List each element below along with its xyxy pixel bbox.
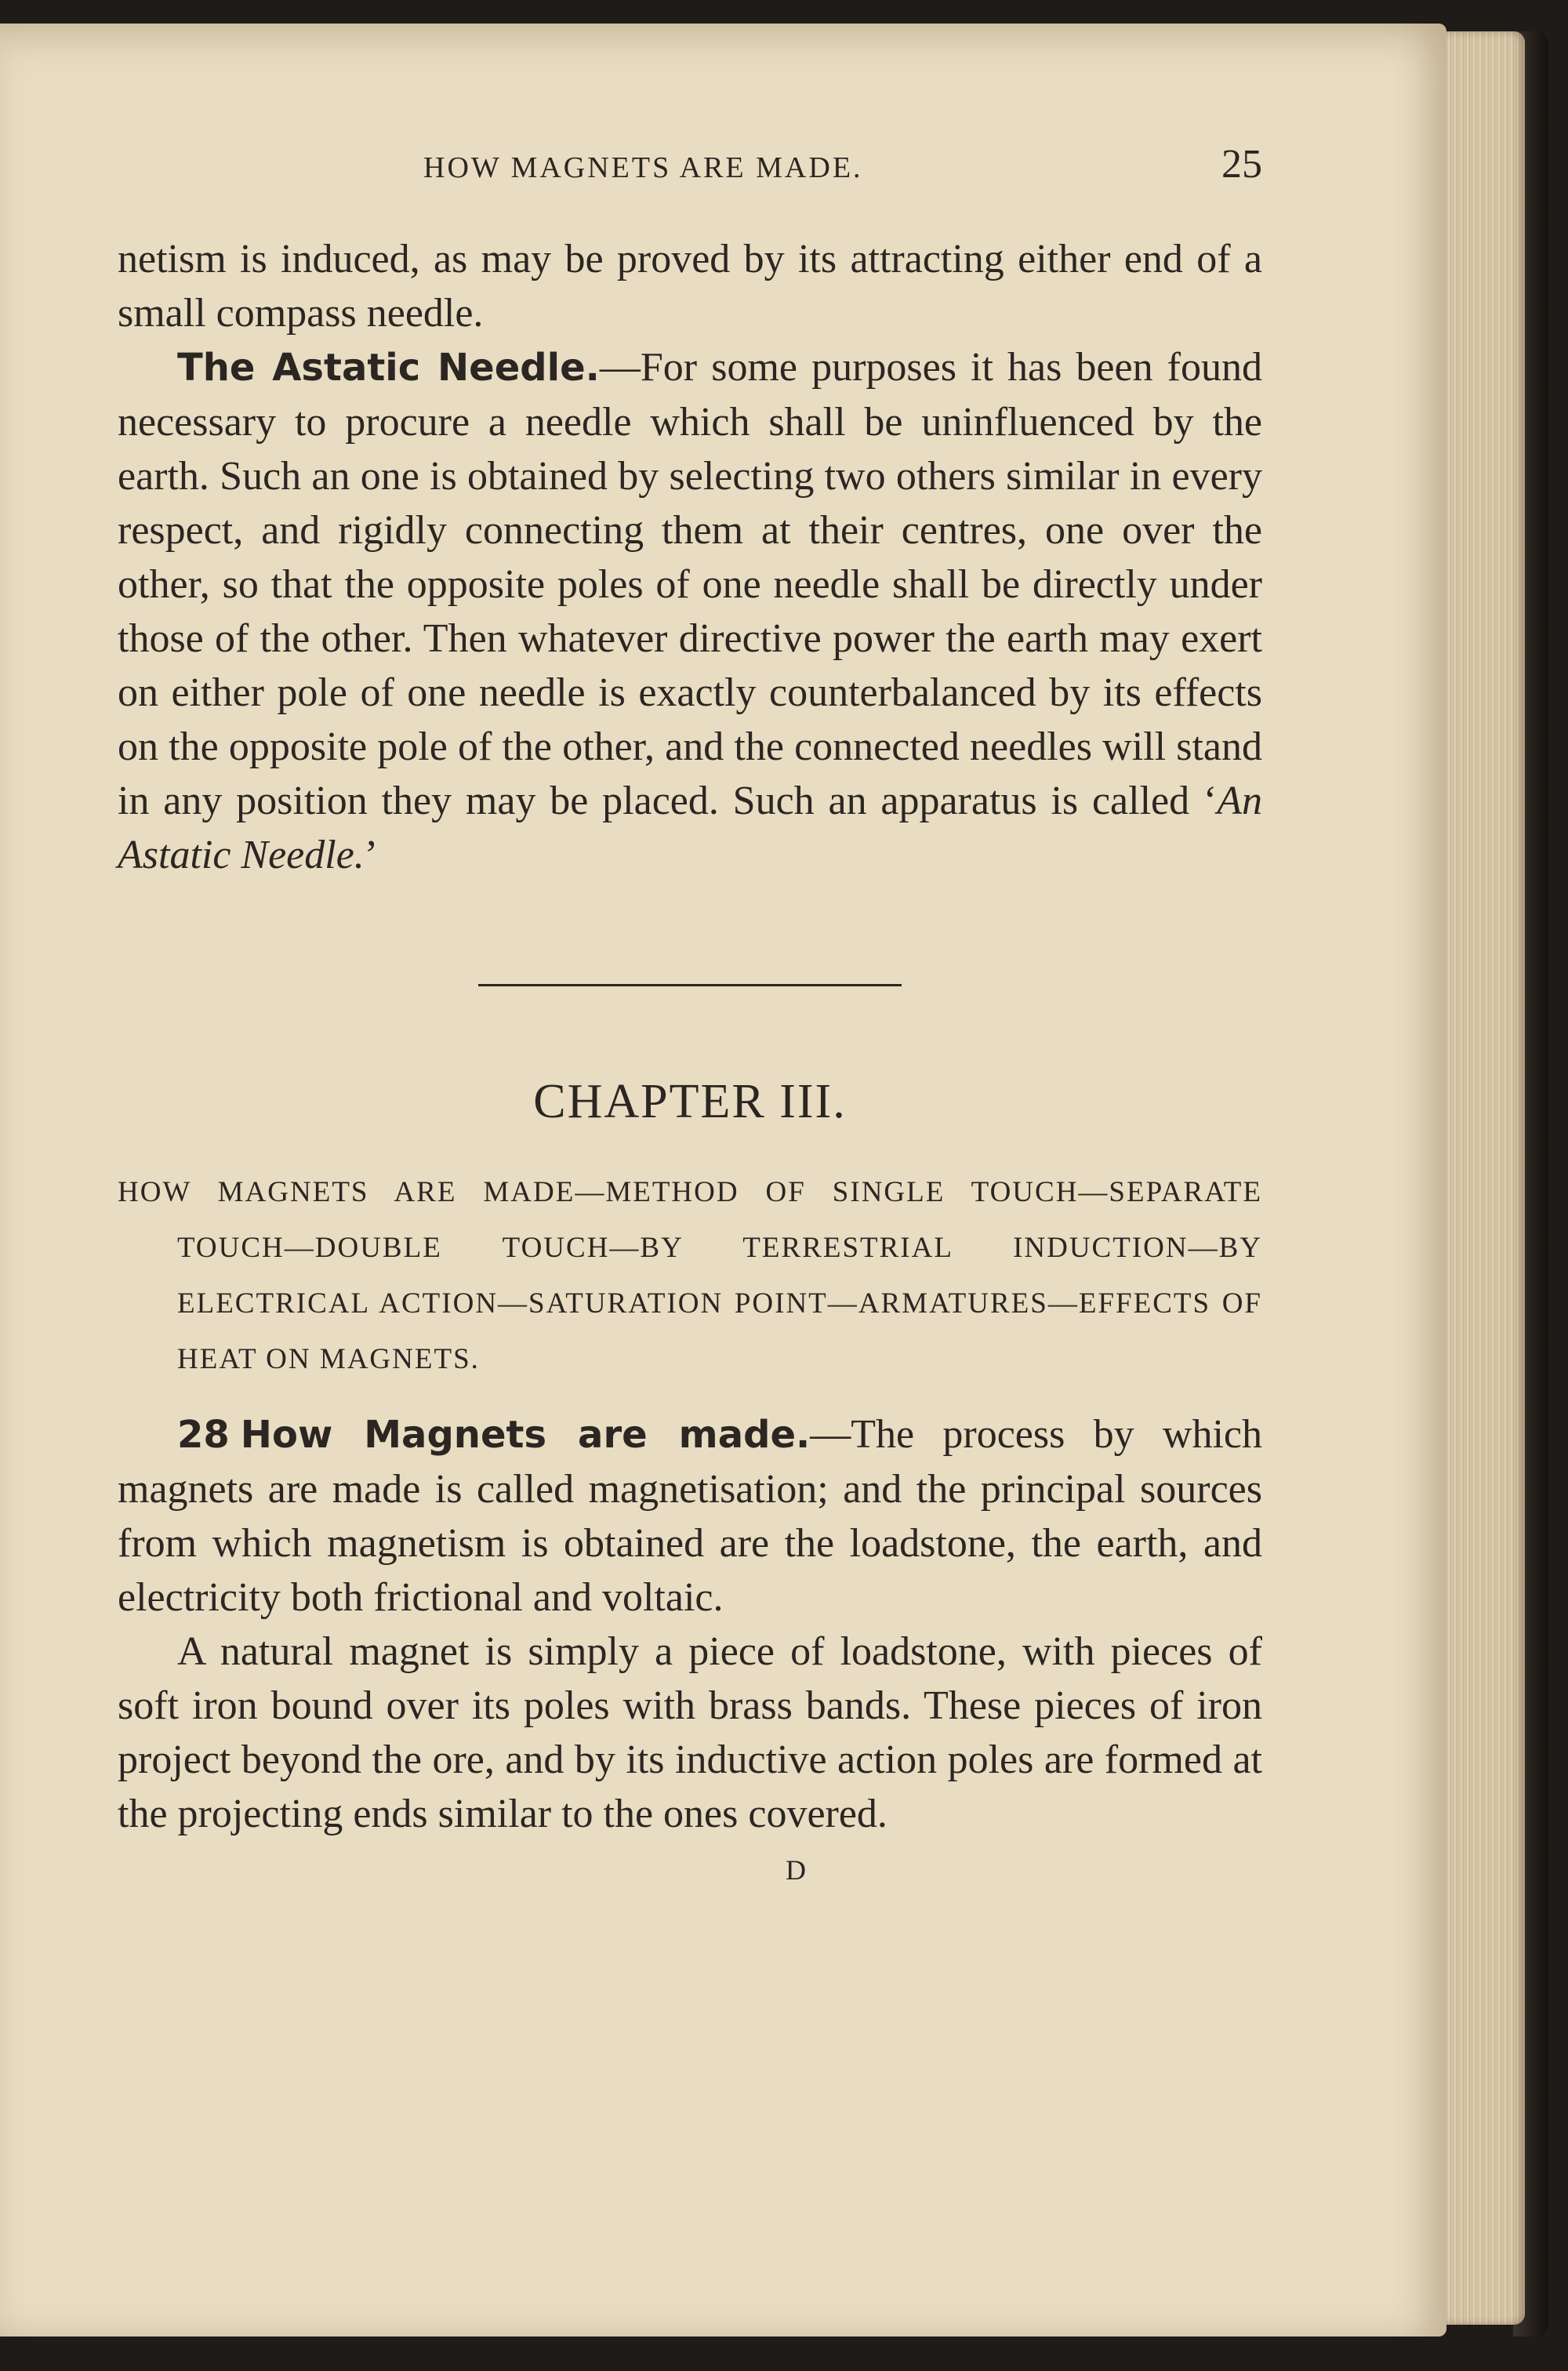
section-heading-how-magnets: How Magnets are made. — [240, 1413, 811, 1457]
paragraph-continuation: netism is induced, as may be proved by its attracting either end of a small compass needle. — [118, 237, 1262, 336]
running-head — [118, 141, 1262, 196]
page — [0, 24, 1446, 2337]
italic-term: An Astatic Needle. — [118, 779, 1262, 877]
page-text — [118, 141, 1262, 1886]
running-head-title: HOW MAGNETS ARE MADE. — [423, 151, 863, 184]
paragraph-astatic-needle — [118, 340, 1262, 882]
page-number: 25 — [1221, 142, 1262, 187]
section-heading-astatic-needle: The Astatic Needle. — [177, 346, 600, 390]
paragraph-section-28 — [118, 1407, 1262, 1625]
paragraph-text: —For some purposes it has been found necessary to procure a needle which shall be uninfluenced by the earth. Such an one is obtained by selecting two others similar in every respect, and rigidly connecting them at their centres, one over the other, so that the opposite poles of one needle shall be directly under those of the other. Then whatever directive power the earth may exert on either pole of one needle is exactly counterbalanced by its effects on the opposite pole of the other, and the connected needles will stand in any position they may be placed. Such an apparatus is called ‘ — [118, 345, 1262, 823]
signature-mark: D — [786, 1854, 806, 1886]
paragraph-text: —The process by which magnets are made is called magnetisation; and the principal sources from which magnetism is obtained are the loadstone, the earth, and electricity both frictional and voltaic. — [118, 1412, 1262, 1620]
paragraph-natural-magnet: A natural magnet is simply a piece of loadstone, with pieces of soft iron bound over its poles with brass bands. These pieces of iron project beyond the ore, and by its inductive action poles are formed at the projecting ends similar to the ones covered. — [118, 1629, 1262, 1836]
section-number: 28 — [177, 1413, 230, 1457]
closing-quote: ’ — [364, 833, 379, 877]
section-divider — [478, 984, 902, 986]
page-edges — [1439, 31, 1525, 2325]
chapter-synopsis: HOW MAGNETS ARE MADE—METHOD OF SINGLE TOUCH—SEPARATE TOUCH—DOUBLE TOUCH—BY TERRESTRIAL INDUCTION—BY ELECTRICAL ACTION—SATURATION POINT—ARMATURES—EFFECTS OF HEAT ON MAGNETS. — [118, 1176, 1262, 1375]
chapter-title: CHAPTER III. — [533, 1075, 847, 1128]
